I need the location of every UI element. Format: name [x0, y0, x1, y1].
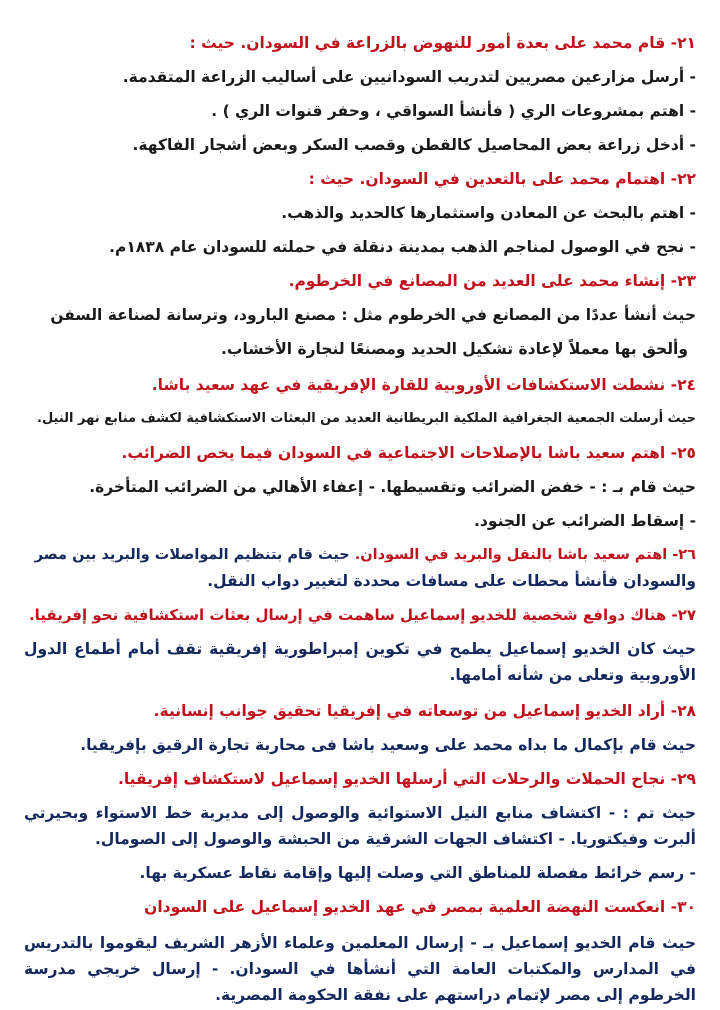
bullet-point: - نجح في الوصول لمناجم الذهب بمدينة دنقلة في حملته للسودان عام ١٨٣٨م.: [109, 238, 696, 256]
section-heading: ٢٢- اهتمام محمد على بالتعدين في السودان. حيث :: [308, 170, 696, 188]
heading-continuation: حيث قام بتنظيم المواصلات والبريد بين مصر: [34, 547, 355, 563]
paragraph-line: حيث قام بـ : - خفض الضرائب وتقسيطها. - إعفاء الأهالي من الضرائب المتأخرة.: [89, 478, 696, 496]
section-heading-line: [24, 542, 696, 568]
bullet-point: - أدخل زراعة بعض المحاصيل كالقطن وقصب السكر وبعض أشجار الفاكهة.: [132, 136, 696, 154]
bullet-point: - أرسل مزارعين مصريين لتدريب السودانيين على أساليب الزراعة المتقدمة.: [122, 68, 696, 86]
section-heading: ٢٣- إنشاء محمد على العديد من المصانع في الخرطوم.: [288, 272, 696, 290]
section-heading: ٢٧- هناك دوافع شخصية للخديو إسماعيل ساهمت في إرسال بعثات استكشافية نحو إفريقيا.: [28, 606, 696, 624]
section-heading: ٣٠- انعكست النهضة العلمية بمصر في عهد الخديو إسماعيل على السودان: [144, 898, 696, 916]
bullet-point: - اهتم بمشروعات الري ( فأنشأ السواقي ، وحفر قنوات الري ) .: [211, 102, 696, 120]
section-heading: ٢٩- نجاح الحملات والرحلات التي أرسلها الخديو إسماعيل لاستكشاف إفريقيا.: [117, 770, 696, 788]
section-heading: ٢٦- اهتم سعيد باشا بالنقل والبريد في السودان.: [354, 547, 696, 563]
bullet-point: - رسم خرائط مفصلة للمناطق التي وصلت إليها وإقامة نقاط عسكرية بها.: [139, 864, 696, 882]
paragraph-block: حيث كان الخديو إسماعيل يطمح في تكوين إمبراطورية إفريقية تقف أمام أطماع الدول الأوروبية وتعلى من شأنه أمامها.: [24, 640, 696, 684]
paragraph-line: وألحق بها معملاً لإعادة تشكيل الحديد ومصنعًا لنجارة الأخشاب.: [220, 340, 688, 358]
section-heading: ٢١- قام محمد على بعدة أمور للنهوض بالزراعة في السودان. حيث :: [189, 34, 696, 52]
paragraph-line: حيث أرسلت الجمعية الجغرافية الملكية البريطانية العديد من البعثات الاستكشافية لكشف منابع نهر النيل.: [37, 411, 696, 426]
bullet-point: - اهتم بالبحث عن المعادن واستثمارها كالحديد والذهب.: [281, 204, 696, 222]
paragraph-line: حيث أنشأ عددًا من المصانع في الخرطوم مثل : مصنع البارود، وترسانة لصناعة السفن: [50, 306, 696, 324]
paragraph-block: حيث قام الخديو إسماعيل بـ - إرسال المعلمين وعلماء الأزهر الشريف ليقوموا بالتدريس في المدارس والمكتبات العامة التي أنشأها في السودان. - إرسال خريجي مدرسة الخرطوم إلى مصر لإتمام دراستهم على نفقة الحكومة المصرية.: [24, 934, 696, 1004]
paragraph-line: حيث قام بإكمال ما بداه محمد على وسعيد باشا فى محاربة تجارة الرقيق بإفريقيا.: [80, 736, 696, 754]
section-heading: ٢٨- أراد الخديو إسماعيل من توسعاته في إفريقيا تحقيق جوانب إنسانية.: [153, 702, 696, 720]
bullet-point: - إسقاط الضرائب عن الجنود.: [474, 512, 696, 530]
section-heading: ٢٥- اهتم سعيد باشا بالإصلاحات الاجتماعية في السودان فيما يخص الضرائب.: [121, 444, 696, 462]
section-heading: ٢٤- نشطت الاستكشافات الأوروبية للقارة الإفريقية في عهد سعيد باشا.: [151, 376, 696, 394]
paragraph-line: والسودان فأنشأ محطات على مسافات محددة لتغيير دواب النقل.: [207, 572, 696, 590]
paragraph-block: حيث تم : - اكتشاف منابع النيل الاستوائية والوصول إلى مديرية خط الاستواء وبحيرتي ألبرت وفيكتوريا. - اكتشاف الجهات الشرقية من الحبشة والوصول إلى الصومال.: [24, 804, 696, 848]
